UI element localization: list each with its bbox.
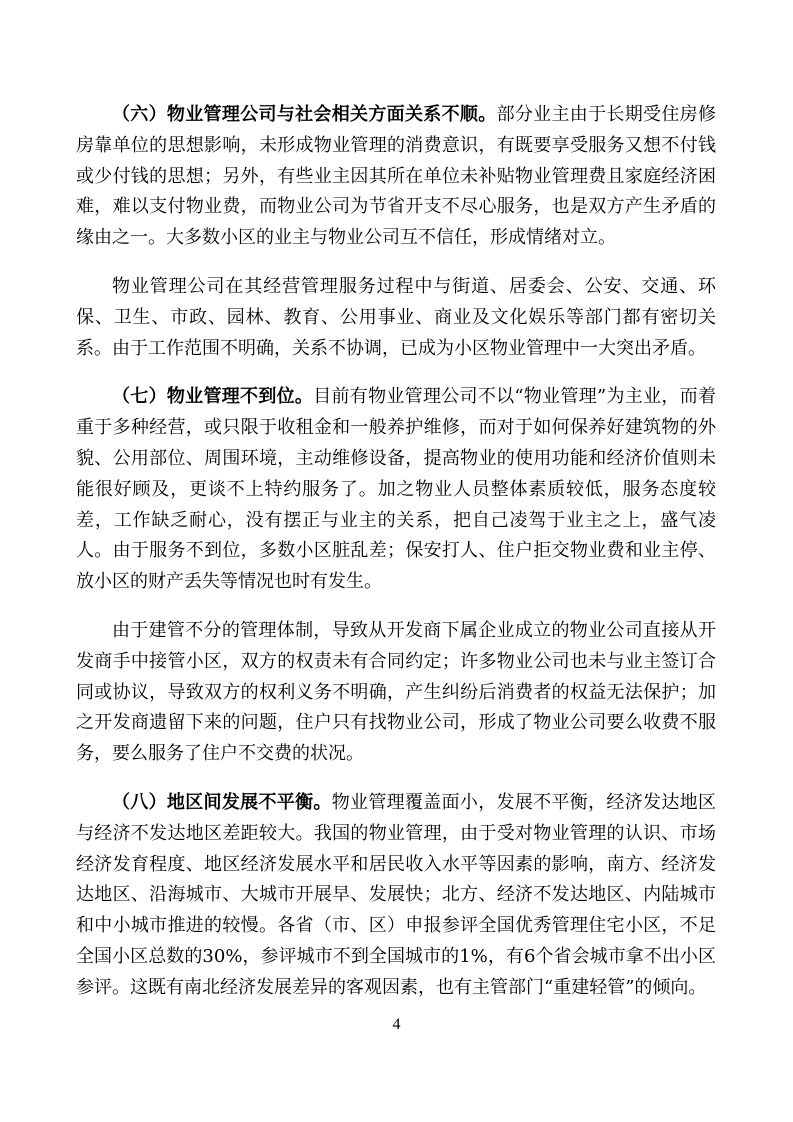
paragraph-text: 由于建管不分的管理体制，导致从开发商下属企业成立的物业公司直接从开发商手中接管小区，双方的权责未有合同约定；许多物业公司也未与业主签订合同或协议，导致双方的权利义务不明确，产生纠纷后消费者的权益无法保护；加之开发商遗留下来的问题，住户只有找物业公司，形成了物业公司要么收费不服务，要么服务了住户不交费的状况。 (76, 619, 716, 765)
paragraph-relations (76, 272, 716, 364)
paragraph-eight (76, 788, 716, 1004)
paragraph-management-system (76, 616, 716, 770)
document-page (76, 100, 716, 1004)
paragraph-text: 物业管理覆盖面小，发展不平衡，经济发达地区与经济不发达地区差距较大。我国的物业管理，由于受对物业管理的认识、市场经济发育程度、地区经济发展水平和居民收入水平等因素的影响，南方、经济发达地区、沿海城市、大城市开展早、发展快；北方、经济不发达地区、内陆城市和中小城市推进的较慢。各省（市、区）申报参评全国优秀管理住宅小区，不足全国小区总数的30%，参评城市不到全国城市的1%，有6个省会城市拿不出小区参评。这既有南北经济发展差异的客观因素，也有主管部门“重建轻管”的倾向。 (76, 791, 716, 998)
paragraph-six (76, 100, 716, 254)
page-number: 4 (392, 1016, 401, 1033)
paragraph-text: 部分业主由于长期受住房修房靠单位的思想影响，未形成物业管理的消费意识，有既要享受服务又想不付钱或少付钱的思想；另外，有些业主因其所在单位未补贴物业管理费且家庭经济困难，难以支付物业费，而物业公司为节省开支不尽心服务，也是双方产生矛盾的缘由之一。大多数小区的业主与物业公司互不信任，形成情绪对立。 (76, 104, 716, 249)
paragraph-seven (76, 382, 716, 598)
paragraph-lead: （六）物业管理公司与社会相关方面关系不顺。 (112, 104, 497, 125)
paragraph-text: 物业管理公司在其经营管理服务过程中与街道、居委会、公安、交通、环保、卫生、市政、园林、教育、公用事业、商业及文化娱乐等部门都有密切关系。由于工作范围不明确，关系不协调，已成为小区物业管理中一大突出矛盾。 (76, 275, 716, 359)
paragraph-lead: （七）物业管理不到位。 (112, 386, 314, 408)
paragraph-text: 目前有物业管理公司不以“物业管理”为主业，而着重于多种经营，或只限于收租金和一般养护维修，而对于如何保养好建筑物的外貌、公用部位、周围环境，主动维修设备，提高物业的使用功能和经济价值则未能很好顾及，更谈不上特约服务了。加之物业人员整体素质较低，服务态度较差，工作缺乏耐心，没有摆正与业主的关系，把自己凌驾于业主之上，盛气凌人。由于服务不到位，多数小区脏乱差；保安打人、住户拒交物业费和业主停、放小区的财产丢失等情况也时有发生。 (76, 386, 717, 593)
paragraph-lead: （八）地区间发展不平衡。 (112, 791, 332, 813)
